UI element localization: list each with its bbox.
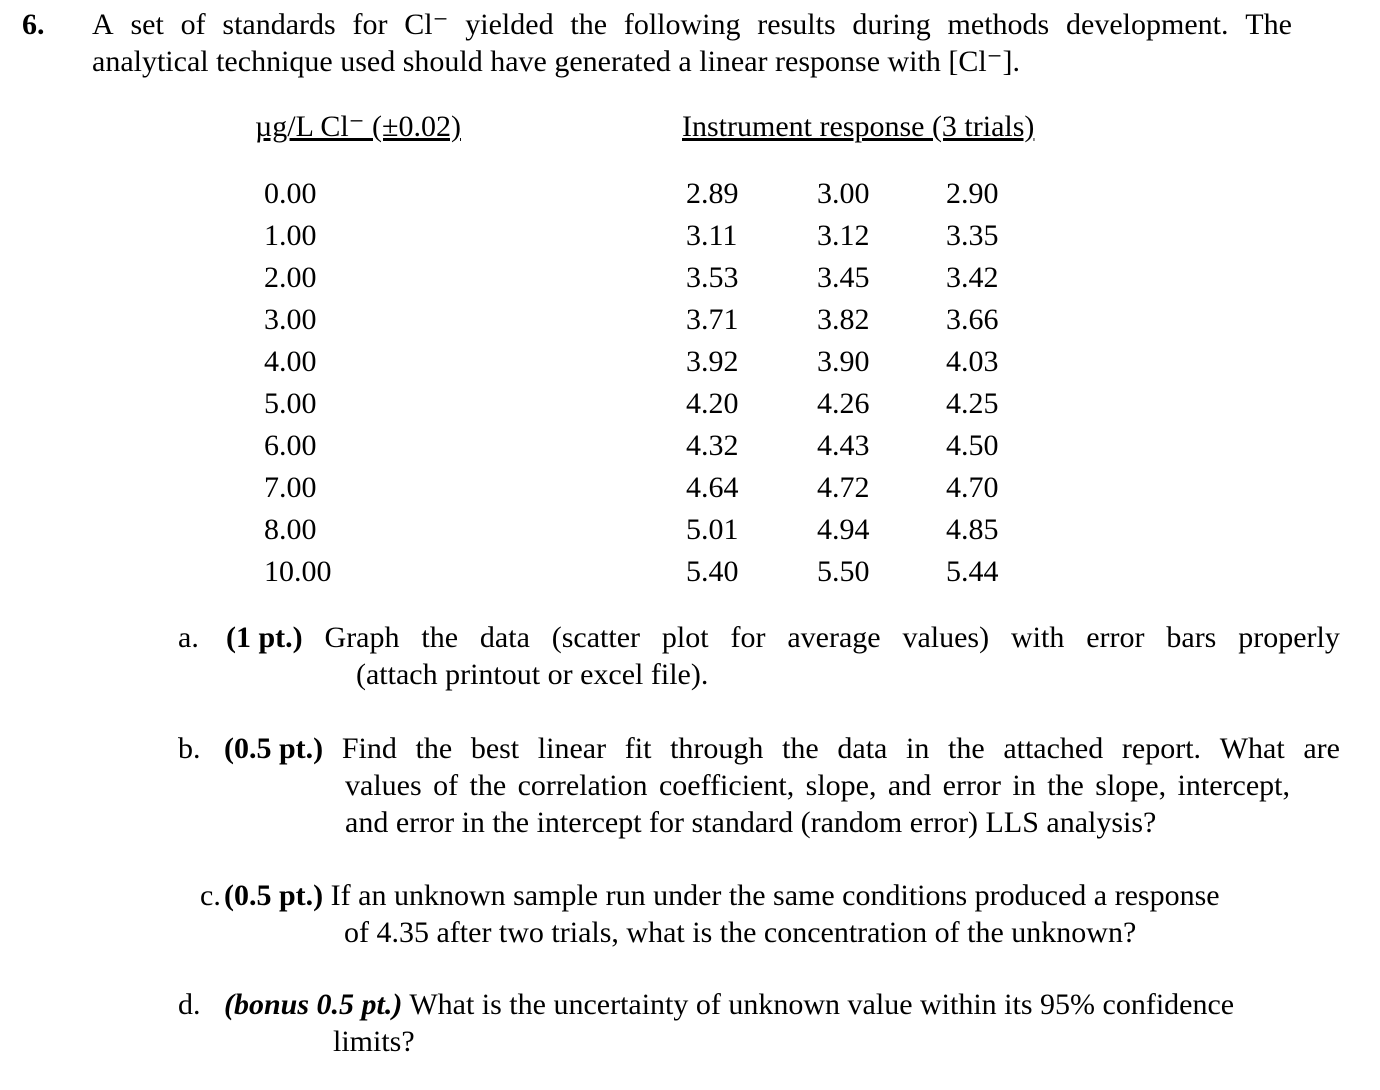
- trial-2-cell: 3.45: [817, 261, 870, 294]
- part-b-line2-word: error: [942, 769, 1001, 802]
- concentration-cell: 3.00: [264, 303, 317, 336]
- part-a-points: (1 pt.): [226, 621, 303, 654]
- part-b-line-1: [224, 730, 1340, 767]
- part-b-word: fit: [624, 732, 652, 765]
- trial-2-cell: 3.90: [817, 345, 870, 378]
- trial-1-cell: 4.20: [686, 387, 739, 420]
- part-a-word: properly: [1238, 621, 1340, 654]
- part-b-word: linear: [537, 732, 607, 765]
- part-a-line-1: [226, 619, 1340, 656]
- part-b-word: best: [470, 732, 520, 765]
- intro-word: development.: [1066, 8, 1229, 41]
- part-b-line2-word: values: [345, 769, 422, 802]
- part-a-word: error: [1086, 621, 1145, 654]
- trial-1-cell: 4.32: [686, 429, 739, 462]
- part-a-word: average: [787, 621, 881, 654]
- part-a-word: for: [730, 621, 766, 654]
- part-b-line2-word: and: [887, 769, 932, 802]
- part-b-line2-word: coefficient,: [658, 769, 795, 802]
- part-a-word: Graph: [324, 621, 400, 654]
- part-a-word: (scatter: [551, 621, 641, 654]
- part-b-line2-word: of: [433, 769, 459, 802]
- trial-1-cell: 5.40: [686, 555, 739, 588]
- intro-word: set: [130, 8, 164, 41]
- trial-1-cell: 2.89: [686, 177, 739, 210]
- part-a-word: values): [902, 621, 990, 654]
- part-b-word: What: [1219, 732, 1285, 765]
- trial-2-cell: 4.72: [817, 471, 870, 504]
- intro-word: A: [92, 8, 114, 41]
- intro-word: standards: [222, 8, 336, 41]
- intro-word: methods: [947, 8, 1050, 41]
- trial-3-cell: 4.70: [946, 471, 999, 504]
- concentration-cell: 1.00: [264, 219, 317, 252]
- response-header: Instrument response (3 trials): [682, 110, 1035, 143]
- part-b-points: (0.5 pt.): [224, 732, 324, 765]
- concentration-cell: 2.00: [264, 261, 317, 294]
- trial-3-cell: 3.35: [946, 219, 999, 252]
- trial-2-cell: 3.12: [817, 219, 870, 252]
- part-b-line-2: [345, 767, 1290, 804]
- trial-2-cell: 4.94: [817, 513, 870, 546]
- part-a-word: the: [421, 621, 459, 654]
- intro-word: for: [352, 8, 388, 41]
- trial-3-cell: 4.03: [946, 345, 999, 378]
- part-b-line2-word: the: [469, 769, 507, 802]
- intro-word: during: [852, 8, 931, 41]
- part-b-line2-word: in: [1012, 769, 1036, 802]
- trial-1-cell: 3.92: [686, 345, 739, 378]
- part-b-word: in: [906, 732, 930, 765]
- intro-word: Cl⁻: [404, 8, 449, 41]
- trial-3-cell: 5.44: [946, 555, 999, 588]
- concentration-cell: 5.00: [264, 387, 317, 420]
- trial-1-cell: 4.64: [686, 471, 739, 504]
- part-a-word: plot: [661, 621, 709, 654]
- concentration-cell: 7.00: [264, 471, 317, 504]
- trial-3-cell: 2.90: [946, 177, 999, 210]
- part-b-word: attached: [1003, 732, 1104, 765]
- intro-word: yielded: [465, 8, 554, 41]
- concentration-cell: 0.00: [264, 177, 317, 210]
- trial-2-cell: 4.26: [817, 387, 870, 420]
- part-a-line-2: (attach printout or excel file).: [356, 658, 709, 691]
- concentration-cell: 10.00: [264, 555, 332, 588]
- trial-2-cell: 3.00: [817, 177, 870, 210]
- part-b-word: are: [1303, 732, 1340, 765]
- intro-line-2: analytical technique used should have generated a linear response with [Cl⁻].: [92, 45, 1021, 78]
- intro-word: of: [180, 8, 206, 41]
- trial-3-cell: 3.66: [946, 303, 999, 336]
- part-b-word: report.: [1121, 732, 1202, 765]
- part-b-word: data: [837, 732, 888, 765]
- part-b-line2-word: intercept,: [1177, 769, 1290, 802]
- trial-3-cell: 4.85: [946, 513, 999, 546]
- part-b-line2-word: the: [1047, 769, 1084, 802]
- trial-2-cell: 3.82: [817, 303, 870, 336]
- intro-line-1: [92, 6, 1292, 43]
- trial-1-cell: 5.01: [686, 513, 739, 546]
- intro-word: results: [757, 8, 836, 41]
- concentration-cell: 4.00: [264, 345, 317, 378]
- part-b-line2-word: correlation: [517, 769, 648, 802]
- part-b-word: the: [415, 732, 453, 765]
- trial-1-cell: 3.53: [686, 261, 739, 294]
- part-b-line-3: and error in the intercept for standard (random error) LLS analysis?: [345, 806, 1157, 839]
- trial-2-cell: 4.43: [817, 429, 870, 462]
- part-c-letter: c.: [200, 879, 221, 912]
- part-d-line-2: limits?: [333, 1025, 415, 1058]
- part-d-points: (bonus 0.5 pt.): [224, 988, 403, 1021]
- part-b-word: the: [782, 732, 819, 765]
- intro-word: following: [623, 8, 741, 41]
- part-b-letter: b.: [178, 732, 201, 765]
- concentration-cell: 6.00: [264, 429, 317, 462]
- part-c-line-2: of 4.35 after two trials, what is the concentration of the unknown?: [344, 916, 1137, 949]
- intro-word: The: [1245, 8, 1292, 41]
- intro-word: the: [570, 8, 608, 41]
- part-a-word: bars: [1166, 621, 1217, 654]
- trial-3-cell: 4.25: [946, 387, 999, 420]
- part-b-word: the: [948, 732, 985, 765]
- part-a-word: data: [479, 621, 530, 654]
- question-number: 6.: [22, 8, 45, 41]
- trial-3-cell: 3.42: [946, 261, 999, 294]
- part-c-line-1: If an unknown sample run under the same conditions produced a response: [330, 879, 1220, 912]
- trial-3-cell: 4.50: [946, 429, 999, 462]
- concentration-cell: 8.00: [264, 513, 317, 546]
- trial-1-cell: 3.71: [686, 303, 739, 336]
- part-b-word: Find: [341, 732, 397, 765]
- part-b-word: through: [670, 732, 764, 765]
- part-b-line2-word: slope,: [1095, 769, 1167, 802]
- concentration-header: µg/L Cl⁻ (±0.02): [255, 110, 461, 143]
- part-c-points: (0.5 pt.): [224, 879, 324, 912]
- part-a-word: with: [1010, 621, 1065, 654]
- trial-2-cell: 5.50: [817, 555, 870, 588]
- part-b-line2-word: slope,: [805, 769, 877, 802]
- question-intro: [92, 6, 1292, 80]
- part-d-line-1: What is the uncertainty of unknown value within its 95% confidence: [409, 988, 1235, 1021]
- trial-1-cell: 3.11: [686, 219, 738, 252]
- part-d-letter: d.: [178, 988, 201, 1021]
- part-a-letter: a.: [178, 621, 199, 654]
